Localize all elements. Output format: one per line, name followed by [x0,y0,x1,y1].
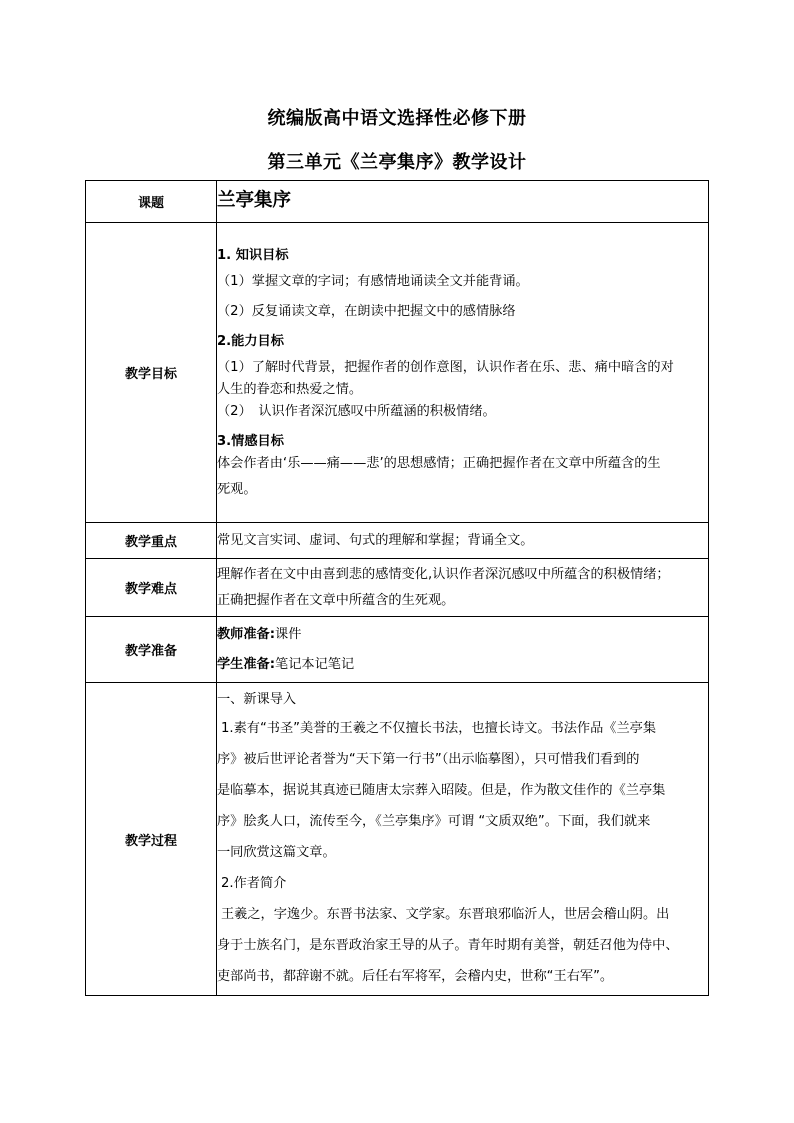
process-paragraph-line: 是临摹本，据说其真迹已随唐太宗葬入昭陵。但是，作为散文佳作的《兰亭集 [217,782,666,798]
ability-goal-item-line: 人生的眷恋和热爱之情。 [217,381,363,397]
topic-cell [217,181,709,223]
goals-cell [217,223,709,523]
difficulties-cell [217,559,709,617]
document-subtitle: 第三单元《兰亭集序》教学设计 [267,152,527,173]
teacher-preparation-label: 教师准备: [217,626,276,642]
process-paragraph-line: 一同欣赏这篇文章。 [217,844,336,860]
ability-goal-item-line: （1）了解时代背景，把握作者的创作意图，认识作者在乐、悲、痛中暗含的对 [217,359,674,375]
ability-goal-title: 2.能力目标 [217,333,284,349]
topic-value: 兰亭集序 [217,190,292,211]
process-section-heading: 一、新课导入 [217,691,297,707]
lesson-plan-table [85,180,709,996]
difficulties-label: 教学难点 [86,559,217,617]
emotion-goal-line: 体会作者由‘乐——痛——悲’的思想感情；正确把握作者在文章中所蕴含的生 [217,455,661,471]
difficulties-line: 正确把握作者在文章中所蕴含的生死观。 [217,592,455,608]
teacher-preparation-value: 课件 [275,626,302,642]
knowledge-goal-item: （2）反复诵读文章，在朗读中把握文中的感情脉络 [217,303,516,319]
emotion-goal-title: 3.情感目标 [217,433,284,449]
student-preparation-value: 笔记本记笔记 [275,656,355,672]
topic-label: 课题 [86,181,217,223]
process-paragraph-line: 序》被后世评论者誉为“天下第一行书”（出示临摹图），只可惜我们看到的 [217,751,640,767]
process-paragraph-line: 身于士族名门，是东晋政治家王导的从子。青年时期有美誉，朝廷召他为侍中、 [217,937,679,953]
ability-goal-item: （2） 认识作者深沉感叹中所蕴涵的积极情绪。 [217,403,496,419]
table-row-preparation [86,617,709,683]
process-cell [217,683,709,996]
student-preparation-label: 学生准备: [217,656,276,672]
teacher-preparation [217,624,708,646]
process-label: 教学过程 [86,683,217,996]
difficulties-line: 理解作者在文中由喜到悲的感情变化,认识作者深沉感叹中所蕴含的积极情绪； [217,566,670,582]
process-paragraph-line: 1.素有“书圣”美誉的王羲之不仅擅长书法，也擅长诗文。书法作品《兰亭集 [221,720,657,736]
preparation-cell [217,617,709,683]
student-preparation [217,654,708,676]
document-title: 统编版高中语文选择性必修下册 [267,108,527,129]
emotion-goal-line: 死观。 [217,481,257,497]
key-points-value: 常见文言实词、虚词、句式的理解和掌握；背诵全文。 [217,532,534,548]
table-row-key-points [86,523,709,559]
process-paragraph-line: 吏部尚书，都辞谢不就。后任右军将军，会稽内史，世称“王右军”。 [217,968,614,984]
process-paragraph-line: 王羲之，字逸少。东晋书法家、文学家。东晋琅邪临沂人，世居会稽山阴。出 [221,906,670,922]
table-row-difficulties [86,559,709,617]
preparation-label: 教学准备 [86,617,217,683]
process-paragraph-line: 序》脍炙人口，流传至今，《兰亭集序》可谓 “文质双绝”。下面，我们就来 [217,813,651,829]
table-row-topic [86,181,709,223]
knowledge-goal-title: 1. 知识目标 [217,247,289,263]
table-row-process [86,683,709,996]
goals-label: 教学目标 [86,223,217,523]
process-section-heading: 2.作者简介 [221,875,287,891]
key-points-cell [217,523,709,559]
knowledge-goal-item: （1）掌握文章的字词；有感情地诵读全文并能背诵。 [217,273,529,289]
key-points-label: 教学重点 [86,523,217,559]
table-row-goals [86,223,709,523]
